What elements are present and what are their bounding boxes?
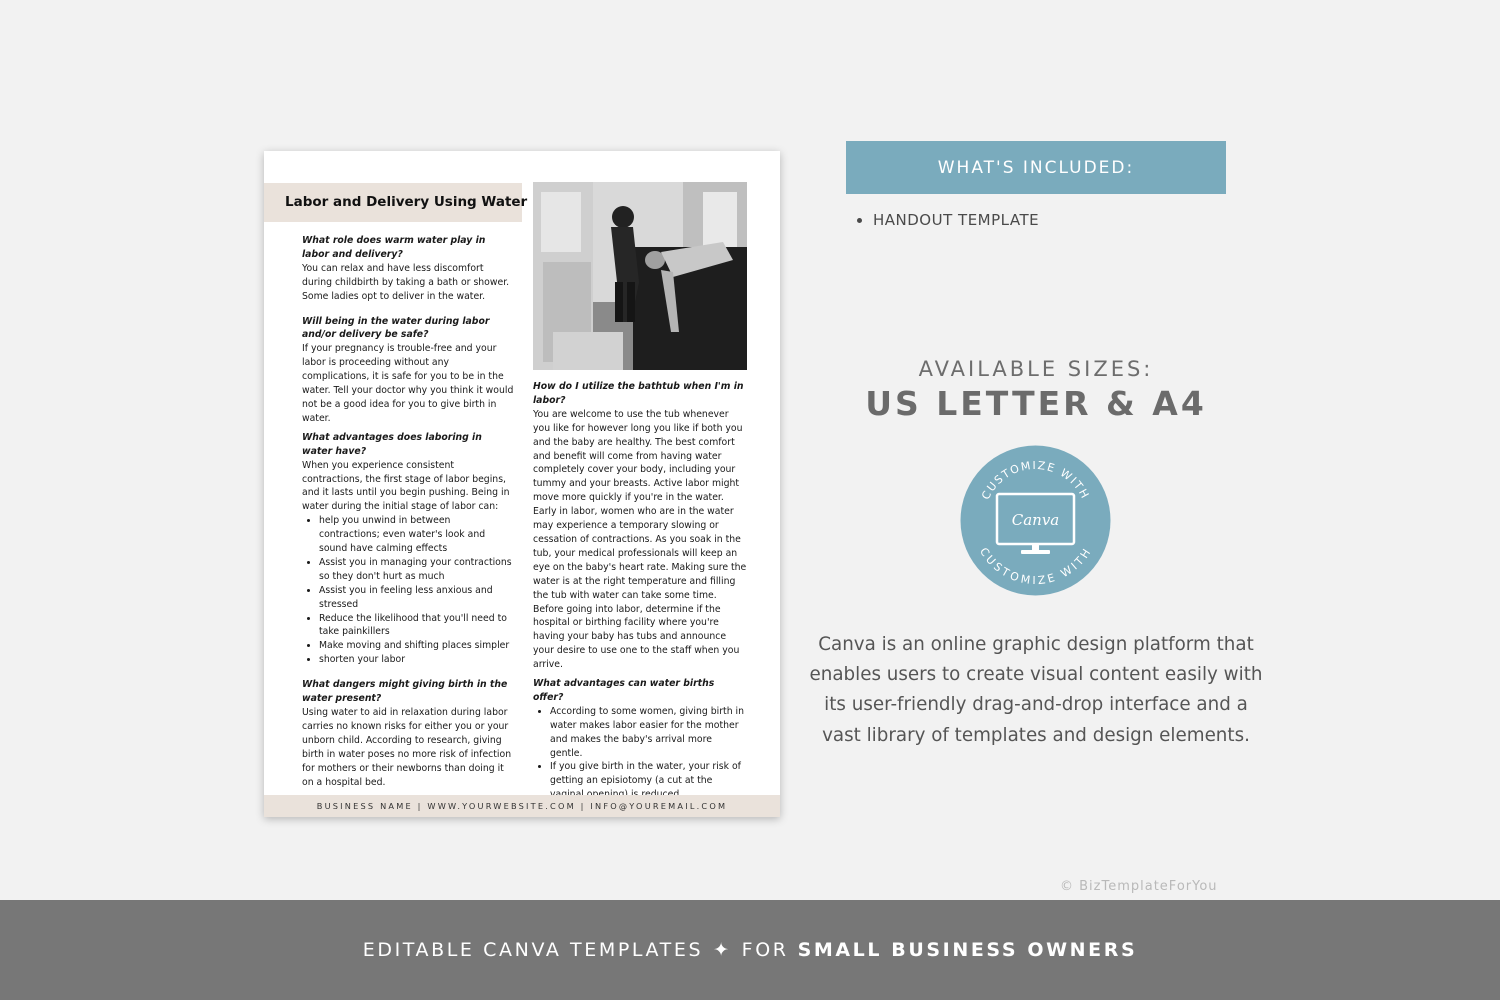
answer: When you experience consistent contractions, the first stage of labor begins, and it lasts until you begin pushing. Being in water during the initial stage of labor can: xyxy=(302,459,510,513)
answer: Using water to aid in relaxation during labor carries no known risks for either you or your unborn child. According to research, giving birth in water poses no more risk of infection for mothers or their newborns than doing it on a hospital bed. xyxy=(302,707,512,788)
section xyxy=(302,431,514,667)
badge-top-text: CUSTOMIZE WITH xyxy=(979,458,1092,502)
copyright: © BizTemplateForYou xyxy=(1060,879,1218,894)
list-item: • According to some women, giving birth in water makes labor easier for the mother and makes the baby's arrival more gentle. xyxy=(550,705,747,761)
list-item: • Assist you in feeling less anxious and stressed xyxy=(319,584,514,612)
included-title: WHAT'S INCLUDED: xyxy=(937,157,1135,178)
question: What dangers might giving birth in the water present? xyxy=(302,679,508,705)
list-item: • HANDOUT TEMPLATE xyxy=(873,211,1039,229)
canva-logo-text: Canva xyxy=(1011,511,1060,529)
question: What role does warm water play in labor and delivery? xyxy=(302,235,486,260)
section xyxy=(302,234,514,304)
photo-illustration xyxy=(533,182,747,370)
list-item: • Reduce the likelihood that you'll need to take painkillers xyxy=(319,612,514,640)
list-item: • Make moving and shifting places simpler xyxy=(319,639,514,653)
badge-bottom-text: CUSTOMIZE WITH xyxy=(976,545,1095,588)
answer: You are welcome to use the tub whenever you like for however long you like if both you and the baby are healthy. The best comfort and benefit will come from having water completely cover your body, including your tummy and your breasts. Active labor might move more quickly if you're in the water. Early in labor, women who are in the water may experience a temporary slowing or cessation of contractions. As you soak in the tub, your medical professionals will keep an eye on the baby's heart rate. Making sure the water is at the right temperature and filling the tub with water can take some time. Before going into labor, determine if the hospital or birthing facility where you're having your baby has tubs and announce your desire to use one to the staff when you arrive. xyxy=(533,408,747,671)
bullet-list xyxy=(302,514,514,667)
included-list xyxy=(855,211,1039,229)
right-column xyxy=(533,380,747,813)
sparkle-icon: ✦ xyxy=(713,939,732,961)
section xyxy=(302,678,514,789)
question: How do I utilize the bathtub when I'm in labor? xyxy=(533,381,744,406)
bottom-banner xyxy=(0,900,1500,1000)
left-column xyxy=(302,234,514,800)
handout-preview xyxy=(264,151,780,817)
question: What advantages does laboring in water have? xyxy=(302,431,482,457)
question: Will being in the water during labor and/or delivery be safe? xyxy=(302,315,490,341)
document-title: Labor and Delivery Using Water xyxy=(285,194,528,210)
customize-with-canva-badge xyxy=(960,445,1111,596)
banner-text-2: FOR xyxy=(741,939,789,961)
list-item: • Assist you in managing your contractions so they don't hurt as much xyxy=(319,556,514,584)
bullet-list xyxy=(533,705,747,802)
question: What advantages can water births offer? xyxy=(533,678,715,703)
section xyxy=(533,677,747,802)
banner-text-1: EDITABLE CANVA TEMPLATES xyxy=(362,939,704,961)
list-item: • help you unwind in between contractions; even water's look and sound have calming effects xyxy=(319,514,514,556)
answer: You can relax and have less discomfort during childbirth by taking a bath or shower. Some ladies opt to deliver in the water. xyxy=(302,262,510,302)
description: Canva is an online graphic design platform that enables users to create visual content easily with its user-friendly drag-and-drop interface and a vast library of templates and design elements. xyxy=(809,634,1263,746)
list-item: • shorten your labor xyxy=(319,653,514,667)
section xyxy=(302,315,514,426)
document-footer: BUSINESS NAME | WWW.YOURWEBSITE.COM | INFO@YOUREMAIL.COM xyxy=(264,795,780,817)
sizes-value: US LETTER & A4 xyxy=(865,384,1207,423)
answer: If your pregnancy is trouble-free and your labor is proceeding without any complications, it is safe for you to be in the water. Tell your doctor why you think it would not be a good idea for you to give birth in water. xyxy=(302,343,514,424)
labor-photo xyxy=(533,182,747,370)
sizes-label: AVAILABLE SIZES: xyxy=(918,357,1154,381)
banner-text-3: SMALL BUSINESS OWNERS xyxy=(797,939,1138,961)
list-item: • If you give birth in the water, your risk of getting an episiotomy (a cut at the xyxy=(550,760,747,802)
included-header xyxy=(846,141,1226,194)
section xyxy=(533,380,747,672)
